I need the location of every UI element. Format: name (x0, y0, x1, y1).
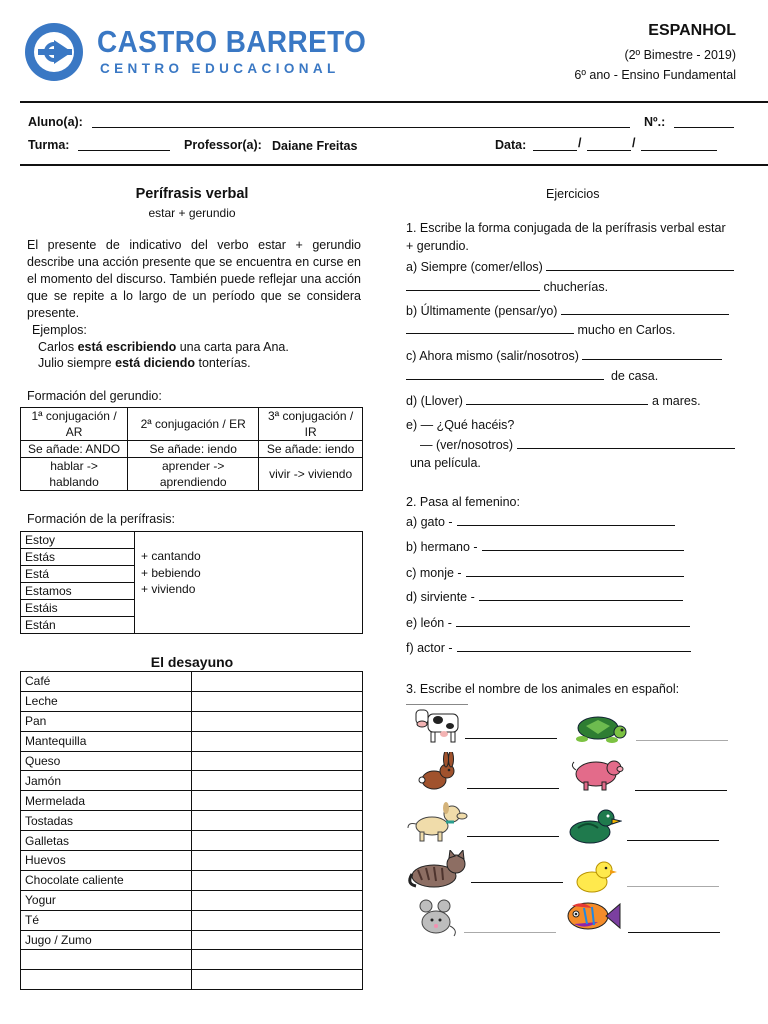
breakfast-item: Leche (21, 691, 192, 711)
q2-item: c) monje - (406, 565, 684, 580)
q1-item-c-cont: de casa. (406, 368, 658, 383)
table-row (21, 970, 363, 990)
estar-form: Estoy (21, 532, 135, 549)
table-cell: hablar -> hablando (21, 458, 128, 491)
answer-line[interactable] (406, 322, 574, 334)
answer-line[interactable] (582, 348, 722, 360)
answer-line[interactable] (406, 368, 604, 380)
breakfast-answer-cell[interactable] (192, 950, 363, 970)
breakfast-answer-cell[interactable] (192, 910, 363, 930)
student-name-field[interactable] (92, 115, 630, 128)
breakfast-item: Café (21, 672, 192, 692)
table-row (21, 831, 363, 851)
breakfast-item: Mermelada (21, 791, 192, 811)
date-separator: / (632, 136, 636, 150)
number-label: Nº.: (644, 115, 666, 129)
breakfast-item (21, 970, 192, 990)
breakfast-item: Chocolate caliente (21, 870, 192, 890)
q1-item-e-cont: una película. (410, 456, 481, 470)
breakfast-answer-cell[interactable] (192, 970, 363, 990)
breakfast-item: Yogur (21, 890, 192, 910)
mouse-icon (410, 896, 458, 938)
breakfast-answer-cell[interactable] (192, 751, 363, 771)
answer-line[interactable] (517, 437, 735, 449)
table-cell: 2ª conjugación / ER (128, 408, 259, 441)
table-row (21, 711, 363, 731)
answer-line[interactable] (457, 640, 691, 652)
animal-answer-line[interactable] (635, 790, 727, 791)
dog-icon (406, 800, 468, 842)
q2-item: f) actor - (406, 640, 691, 655)
breakfast-answer-cell[interactable] (192, 691, 363, 711)
number-field[interactable] (674, 115, 734, 128)
table-row (21, 751, 363, 771)
q1-item-a: a) Siempre (comer/ellos) (406, 259, 734, 274)
q1-item-b-cont: mucho en Carlos. (406, 322, 675, 337)
examples-label: Ejemplos: (32, 323, 87, 337)
class-field[interactable] (78, 138, 170, 151)
table-row (21, 930, 363, 950)
school-name: CASTRO BARRETO (97, 24, 367, 59)
table-row (21, 950, 363, 970)
breakfast-item: Pan (21, 711, 192, 731)
estar-form: Está (21, 566, 135, 583)
q2-item: b) hermano - (406, 539, 684, 554)
breakfast-answer-cell[interactable] (192, 930, 363, 950)
exercises-title: Ejercicios (546, 187, 600, 201)
animal-answer-line[interactable] (628, 932, 720, 933)
date-day-field[interactable] (533, 138, 577, 151)
header-divider-bottom (20, 164, 768, 166)
estar-form: Estás (21, 549, 135, 566)
breakfast-item: Tostadas (21, 811, 192, 831)
table-cell: aprender -> aprendiendo (128, 458, 259, 491)
breakfast-item (21, 950, 192, 970)
q2-item: e) león - (406, 615, 690, 630)
animal-answer-line[interactable] (464, 932, 556, 933)
animal-answer-line[interactable] (465, 738, 557, 739)
q1-item-a-cont: chucherías. (406, 279, 608, 294)
gerund-example: + viviendo (141, 582, 196, 596)
animal-answer-line[interactable] (471, 882, 563, 883)
table-row (21, 672, 363, 692)
fish-icon (560, 896, 622, 938)
breakfast-answer-cell[interactable] (192, 731, 363, 751)
breakfast-item: Mantequilla (21, 731, 192, 751)
answer-line[interactable] (466, 565, 684, 577)
answer-line[interactable] (482, 539, 684, 551)
q1-item-d: d) (Llover) a mares. (406, 394, 701, 408)
duckling-icon (570, 858, 618, 894)
breakfast-table (20, 671, 363, 990)
estar-form: Estáis (21, 600, 135, 617)
rabbit-icon (416, 752, 458, 794)
example-sentence: Julio siempre está diciendo tonterías. (38, 356, 251, 370)
estar-form: Estamos (21, 583, 135, 600)
teacher-label: Professor(a): (184, 138, 262, 152)
table-cell: 3ª conjugación / IR (259, 408, 363, 441)
q2-item: a) gato - (406, 514, 675, 529)
table-row (21, 771, 363, 791)
periphrasis-section-label: Formación de la perífrasis: (27, 512, 175, 526)
breakfast-item: Jugo / Zumo (21, 930, 192, 950)
breakfast-item: Queso (21, 751, 192, 771)
breakfast-answer-cell[interactable] (192, 791, 363, 811)
animal-answer-line[interactable] (467, 788, 559, 789)
q1-item-c: c) Ahora mismo (salir/nosotros) (406, 348, 722, 363)
q1-item-e: e) — ¿Qué hacéis? (406, 418, 515, 432)
example-sentence: Carlos está escribiendo una carta para Ana. (38, 340, 289, 354)
gerund-example: + cantando (141, 549, 201, 563)
subject-title: ESPANHOL (648, 22, 736, 39)
gerund-table (20, 407, 363, 491)
header-divider-top (20, 101, 768, 103)
breakfast-answer-cell[interactable] (192, 870, 363, 890)
duck-icon (566, 806, 622, 846)
gerund-section-label: Formación del gerundio: (27, 389, 162, 403)
animal-answer-line[interactable] (627, 840, 719, 841)
breakfast-answer-cell[interactable] (192, 672, 363, 692)
q3-prompt: 3. Escribe el nombre de los animales en español: (406, 682, 680, 696)
table-row (21, 890, 363, 910)
turtle-icon (568, 714, 632, 744)
breakfast-item: Jamón (21, 771, 192, 791)
table-row (21, 851, 363, 871)
table-cell: vivir -> viviendo (259, 458, 363, 491)
answer-line[interactable] (406, 279, 540, 291)
grade-label: 6º ano - Ensino Fundamental (574, 68, 736, 82)
q2-item: d) sirviente - (406, 589, 683, 604)
breakfast-item: Galletas (21, 831, 192, 851)
table-cell: Se añade: iendo (128, 441, 259, 458)
answer-line[interactable] (546, 259, 734, 271)
school-subtitle: CENTRO EDUCACIONAL (100, 61, 340, 76)
class-label: Turma: (28, 138, 70, 152)
school-logo-icon (24, 22, 84, 82)
table-row (21, 791, 363, 811)
breakfast-item: Huevos (21, 851, 192, 871)
grammar-subtitle: estar + gerundio (148, 206, 236, 220)
estar-form: Están (21, 617, 135, 634)
answer-line[interactable] (457, 514, 675, 526)
cat-icon (406, 850, 470, 890)
table-row (21, 691, 363, 711)
table-row (21, 910, 363, 930)
breakfast-answer-cell[interactable] (192, 851, 363, 871)
table-cell: Se añade: ANDO (21, 441, 128, 458)
grammar-explanation: El presente de indicativo del verbo estar + gerundio describe una acción presente que se encuentra en curse en el momento del discurso. También puede reflejar una acción que se repite a lo largo de un período que se considera presente. (27, 238, 361, 320)
table-row (21, 870, 363, 890)
answer-line[interactable] (561, 303, 729, 315)
q2-prompt: 2. Pasa al femenino: (406, 495, 520, 509)
gerund-example: + bebiendo (141, 565, 201, 580)
breakfast-answer-cell[interactable] (192, 831, 363, 851)
q1-item-b: b) Últimamente (pensar/yo) (406, 303, 729, 318)
teacher-name: Daiane Freitas (272, 139, 358, 153)
date-year-field[interactable] (641, 138, 717, 151)
breakfast-item: Té (21, 910, 192, 930)
table-row (21, 811, 363, 831)
breakfast-answer-cell[interactable] (192, 890, 363, 910)
periphrasis-table (20, 531, 363, 634)
cow-icon (414, 704, 462, 746)
breakfast-answer-cell[interactable] (192, 811, 363, 831)
table-cell: Se añade: iendo (259, 441, 363, 458)
q1-prompt-cont: + gerundio. (406, 239, 469, 253)
period-label: (2º Bimestre - 2019) (624, 48, 736, 62)
animal-answer-line[interactable] (627, 886, 719, 887)
grammar-title: Perífrasis verbal (135, 186, 249, 202)
q1-item-e-dialogue: — (ver/nosotros) (420, 437, 735, 452)
table-cell: 1ª conjugación / AR (21, 408, 128, 441)
breakfast-answer-cell[interactable] (192, 711, 363, 731)
animal-answer-line[interactable] (467, 836, 559, 837)
date-label: Data: (495, 138, 527, 152)
gerund-examples (135, 532, 363, 634)
breakfast-title: El desayuno (150, 654, 234, 670)
answer-line[interactable] (456, 615, 690, 627)
table-row (21, 731, 363, 751)
breakfast-answer-cell[interactable] (192, 771, 363, 791)
pig-icon (566, 756, 626, 792)
student-name-label: Aluno(a): (28, 115, 83, 129)
q1-prompt: 1. Escribe la forma conjugada de la perífrasis verbal estar (406, 221, 726, 235)
date-separator: / (578, 136, 582, 150)
date-month-field[interactable] (587, 138, 631, 151)
animal-answer-line[interactable] (636, 740, 728, 741)
answer-line[interactable] (466, 393, 648, 405)
answer-line[interactable] (479, 589, 683, 601)
